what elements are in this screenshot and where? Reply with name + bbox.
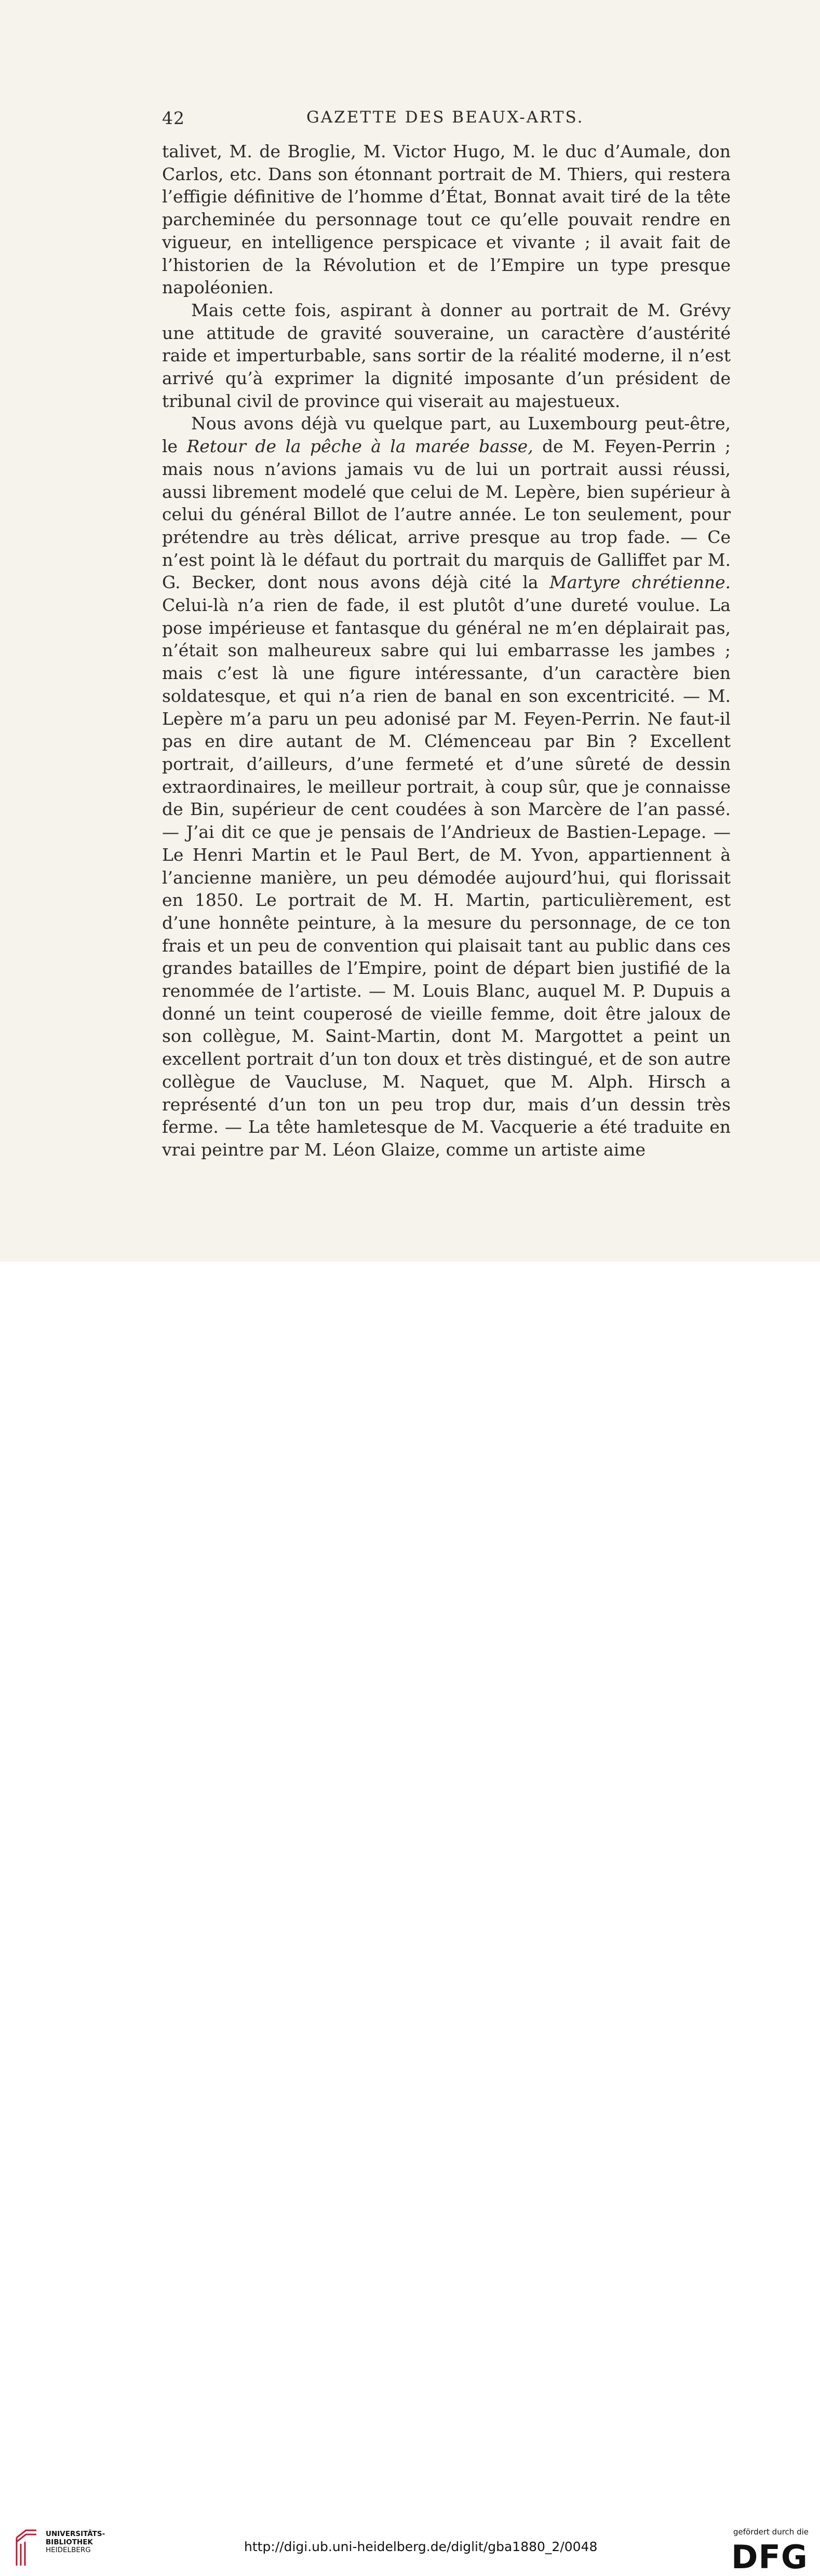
body-text bbox=[162, 140, 731, 1161]
scanned-page bbox=[0, 0, 820, 1262]
dfg-logo: DFG bbox=[731, 2538, 808, 2576]
sponsor-caption: gefördert durch die bbox=[733, 2527, 809, 2537]
permalink-url[interactable]: http://digi.ub.uni-heidelberg.de/diglit/gba1880_2/0048 bbox=[244, 2539, 598, 2554]
text-run: talivet, M. de Broglie, M. Victor Hugo, M. le duc d’Aumale, don Carlos, etc. Dans son étonnant portrait de M. Thiers, qui restera l’effigie définitive de l’homme d’État, Bonnat avait tiré de la tête parcheminée du personnage tout ce qu’elle pouvait rendre en vigueur, en intelligence perspicace et vivante ; il avait fait de l’historien de la Révolution et de l’Empire un type presque napoléonien. bbox=[162, 141, 731, 298]
paragraph-3 bbox=[162, 412, 731, 1161]
text-run: Mais cette fois, aspirant à donner au portrait de M. Grévy une attitude de gravité souveraine, un caractère d’austérité raide et imperturbable, sans sortir de la réalité moderne, il n’est arrivé qu’à exprimer la dignité imposante d’un président de tribunal civil de province qui viserait au majestueux. bbox=[162, 300, 731, 411]
page-number: 42 bbox=[162, 108, 185, 128]
library-name bbox=[46, 2530, 105, 2555]
running-head: GAZETTE DES BEAUX-ARTS. bbox=[306, 108, 584, 127]
library-line: UNIVERSITÄTS- bbox=[46, 2530, 105, 2538]
text-run: Celui-là n’a rien de fade, il est plutôt d’une dureté voulue. La pose impérieuse et fantasque du général ne m’en déplairait pas, n’était son malheureux sabre qui lui embarrasse les jambes ; mais c’est là une figure intéressante, d’un caractère bien soldatesque, et qui n’a rien de banal en son excentricité. — M. Lepère m’a paru un peu adonisé par M. Feyen-Perrin. Ne faut-il pas en dire autant de M. Clémenceau par Bin ? Excellent portrait, d’ailleurs, d’une fermeté et d’une sûreté de dessin extraordinaires, le meilleur portrait, à coup sûr, que je connaisse de Bin, supérieur de cent coudées à son Marcère de l’an passé. — J’ai dit ce que je pensais de l’Andrieux de Bastien-Lepage. — Le Henri Martin et le Paul Bert, de M. Yvon, appartiennent à l’ancienne manière, un peu démodée aujourd’hui, qui florissait en 1850. Le portrait de M. H. Martin, particulièrement, est d’une honnête peinture, à la mesure du personnage, de ce ton frais et un peu de convention qui plaisait tant au public dans ces grandes batailles de l’Empire, point de départ bien justifié de la renommée de l’artiste. — M. Louis Blanc, auquel M. P. Dupuis a donné un teint couperosé de vieille femme, doit être jaloux de son collègue, M. Saint-Martin, dont M. Margottet a peint un excellent portrait d’un ton doux et très distingué, et de son autre collègue de Vaucluse, M. Naquet, que M. Alph. Hirsch a représenté d’un ton un peu trop dur, mais d’un dessin très ferme. — La tête hamletesque de M. Vacquerie a été traduite en vrai peintre par M. Léon Glaize, comme un artiste aime bbox=[162, 595, 731, 1160]
library-line: HEIDELBERG bbox=[46, 2546, 91, 2554]
artwork-title-martyre: Martyre chrétienne. bbox=[549, 572, 731, 593]
text-run: de M. Feyen-Perrin ; mais nous n’avions jamais vu de lui un portrait aussi réussi, aussi librement modelé que celui de M. Lepère, bien supérieur à celui du général Billot de l’autre année. Le ton seulement, pour prétendre au très délicat, arrive presque au trop fade. — Ce n’est point là le défaut du portrait du marquis de Galliffet par M. G. Becker, dont nous avons déjà cité la bbox=[162, 436, 731, 593]
text-run: Nous avons déjà vu quelque part, au Luxembourg peut-être, le bbox=[162, 413, 731, 457]
paragraph-1 bbox=[162, 140, 731, 299]
footer-bar bbox=[0, 1262, 820, 2576]
library-line: BIBLIOTHEK bbox=[46, 2538, 93, 2546]
artwork-title-retour: Retour de la pêche à la marée basse, bbox=[186, 436, 533, 457]
paragraph-2 bbox=[162, 299, 731, 413]
library-logo-icon bbox=[15, 2528, 38, 2568]
